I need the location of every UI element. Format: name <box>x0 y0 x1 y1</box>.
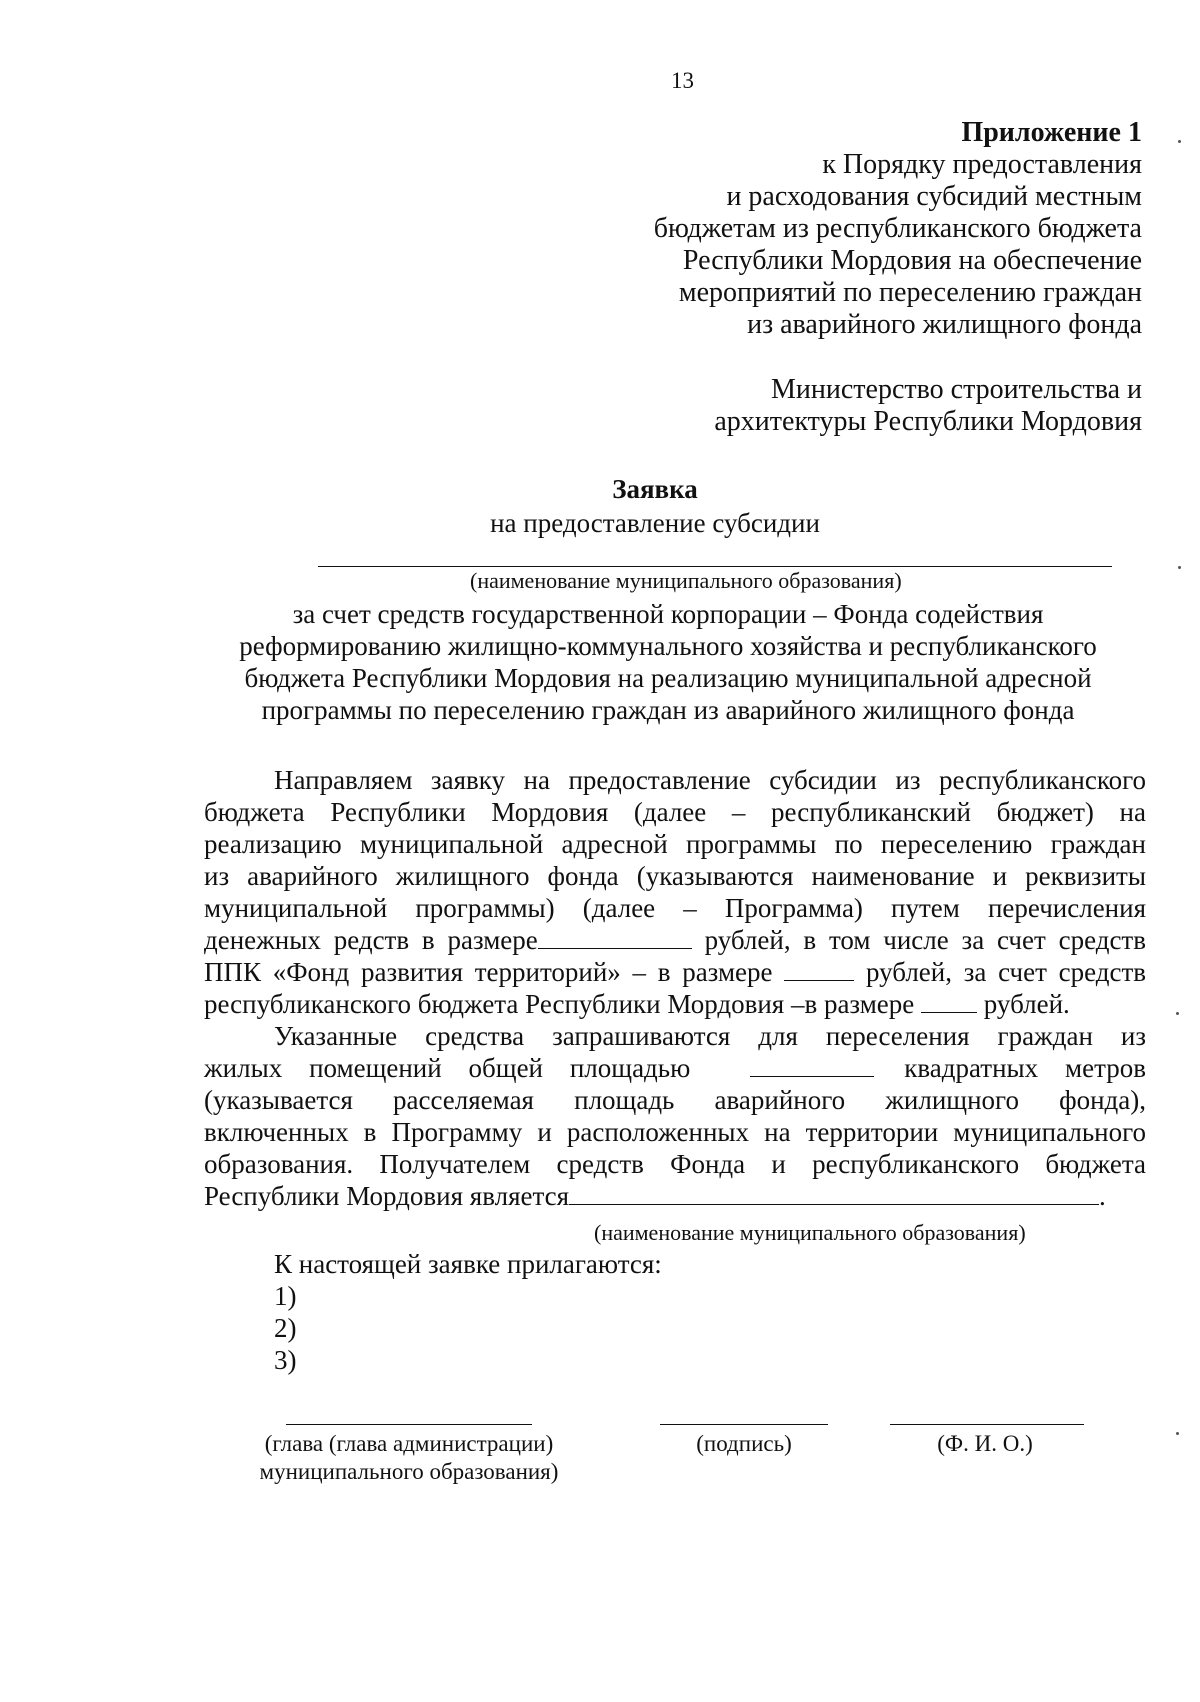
budget-amount-blank[interactable] <box>921 990 977 1013</box>
attachment-line: к Порядку предоставления <box>822 149 1142 180</box>
attachment-line: бюджетам из республиканского бюджета <box>653 213 1142 244</box>
request-paragraph <box>204 764 1146 1020</box>
area-line: . <box>1099 1181 1106 1211</box>
municipality-caption: (наименование муниципального образования) <box>470 568 902 593</box>
head-caption <box>244 1430 574 1486</box>
attachment-item: 2) <box>274 1313 297 1343</box>
request-line: денежных редств в размере <box>204 925 538 955</box>
scan-speck <box>1176 1432 1179 1435</box>
request-line: рублей, за счет средств <box>854 957 1146 987</box>
attachments-list <box>274 1248 662 1376</box>
scan-speck <box>1178 566 1181 569</box>
purpose-line: программы по переселению граждан из аварийного жилищного фонда <box>261 695 1075 725</box>
head-signature-line <box>286 1424 532 1425</box>
attachment-line: и расходования субсидий местным <box>726 181 1142 212</box>
request-line: реализацию муниципальной адресной программы по переселению граждан <box>204 829 1146 859</box>
recipient-blank[interactable] <box>569 1182 1099 1205</box>
area-paragraph <box>204 1020 1146 1212</box>
municipality-name-line <box>318 566 1112 567</box>
request-line: ППК «Фонд развития территорий» – в размере <box>204 957 785 987</box>
addressee-line: Министерство строительства и <box>771 374 1142 405</box>
request-line: бюджета Республики Мордовия (далее – республиканский бюджет) на <box>204 797 1146 827</box>
addressee-line: архитектуры Республики Мордовия <box>714 406 1142 437</box>
area-line: образования. Получателем средств Фонда и республиканского бюджета <box>204 1149 1146 1179</box>
purpose-line: бюджета Республики Мордовия на реализацию муниципальной адресной <box>244 663 1092 693</box>
area-line: квадратных метров <box>904 1053 1146 1083</box>
attachment-item: 3) <box>274 1345 297 1375</box>
head-caption-line: (глава (глава администрации) <box>264 1431 554 1456</box>
attachment-heading: Приложение 1 <box>961 117 1142 148</box>
request-line: муниципальной программы) (далее – Программа) путем перечисления <box>204 893 1146 923</box>
signature-caption: (подпись) <box>696 1431 792 1456</box>
purpose-paragraph <box>208 598 1128 726</box>
request-line: Направляем заявку на предоставление субсидии из республиканского <box>274 765 1146 795</box>
scan-speck <box>1178 140 1181 143</box>
purpose-line: реформированию жилищно-коммунального хозяйства и республиканского <box>239 631 1097 661</box>
document-subtitle: на предоставление субсидии <box>490 508 820 538</box>
purpose-line: за счет средств государственной корпорации – Фонда содействия <box>292 599 1044 629</box>
attachment-header <box>654 117 1142 341</box>
full-name-caption: (Ф. И. О.) <box>937 1431 1033 1456</box>
full-name-line <box>890 1424 1084 1425</box>
attachment-line: из аварийного жилищного фонда <box>747 309 1142 340</box>
head-caption-line: муниципального образования) <box>259 1459 559 1484</box>
signature-line <box>660 1424 828 1425</box>
request-line: рублей, в том числе за счет средств <box>691 925 1146 955</box>
recipient-caption: (наименование муниципального образования) <box>594 1220 1026 1245</box>
request-line: республиканского бюджета Республики Мордовия –в размере <box>204 989 922 1019</box>
document-title-block <box>0 472 1200 540</box>
attachment-line: Республики Мордовия на обеспечение <box>682 245 1142 276</box>
page-number: 13 <box>671 68 694 93</box>
area-line: (указывается расселяемая площадь аварийного жилищного фонда), <box>204 1085 1146 1115</box>
scan-speck <box>1176 1012 1179 1015</box>
area-line: включенных в Программу и расположенных на территории муниципального <box>204 1117 1146 1147</box>
document-title: Заявка <box>612 474 698 504</box>
area-line: Республики Мордовия является <box>204 1181 570 1211</box>
fund-amount-blank[interactable] <box>784 958 854 981</box>
area-blank[interactable] <box>750 1054 874 1077</box>
attachment-line: мероприятий по переселению граждан <box>678 277 1142 308</box>
attachment-item: 1) <box>274 1281 297 1311</box>
area-line: Указанные средства запрашиваются для переселения граждан из <box>274 1021 1146 1051</box>
attachments-intro: К настоящей заявке прилагаются: <box>274 1249 662 1279</box>
request-line: рублей. <box>977 989 1070 1019</box>
area-line: жилых помещений общей площадью <box>204 1053 691 1083</box>
total-amount-blank[interactable] <box>538 926 692 949</box>
request-line: из аварийного жилищного фонда (указываются наименование и реквизиты <box>204 861 1146 891</box>
addressee <box>714 374 1142 438</box>
